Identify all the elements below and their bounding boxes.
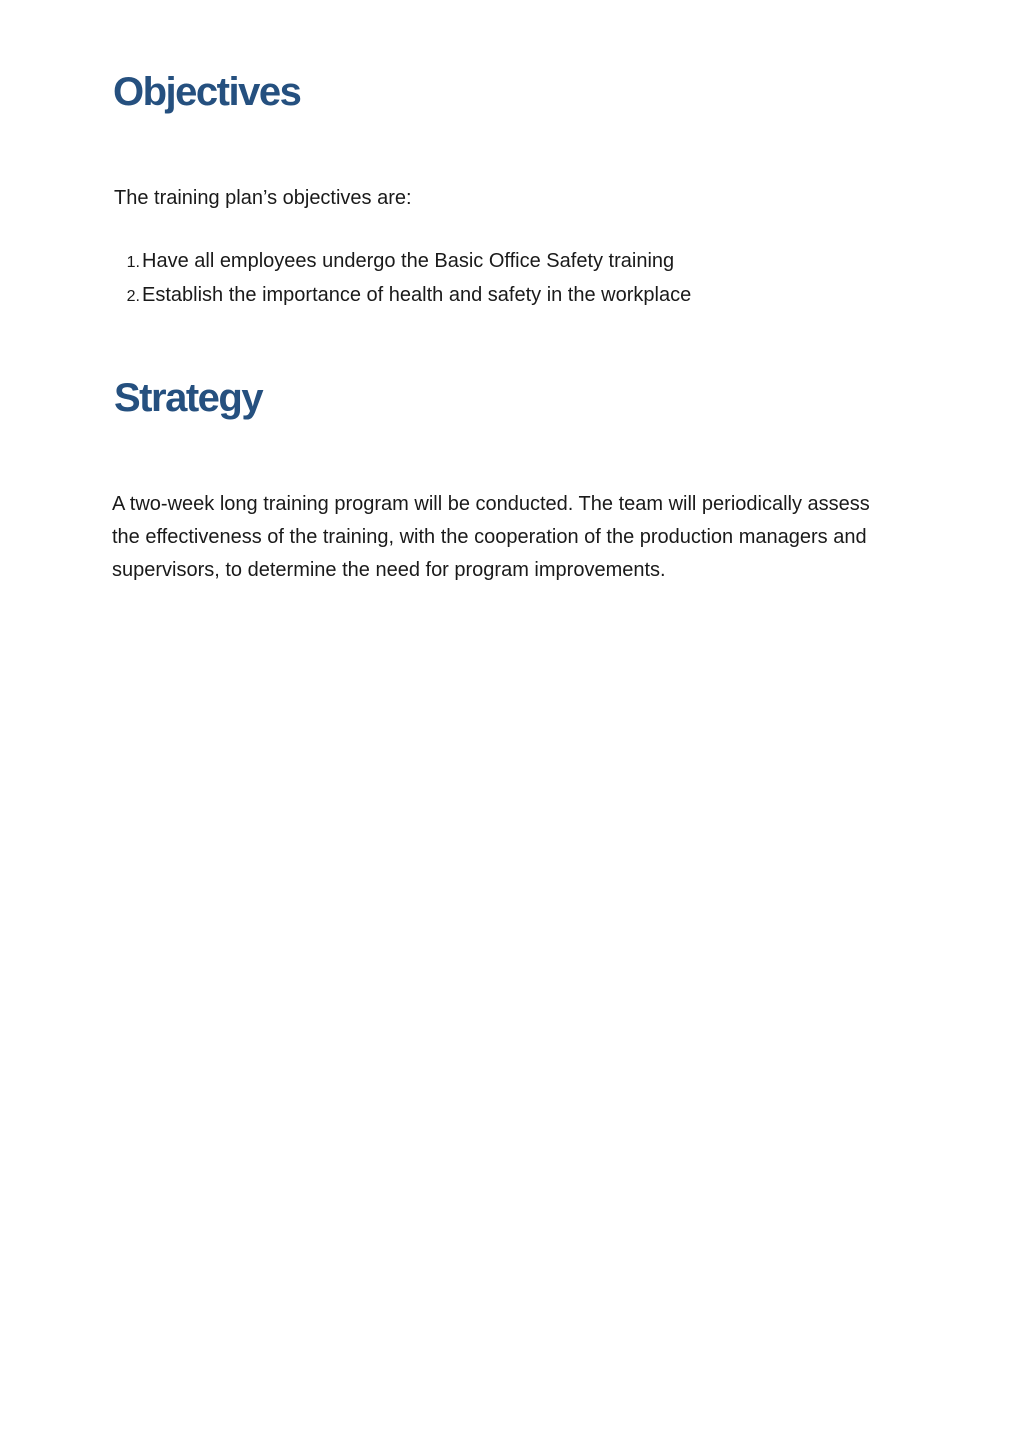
strategy-body: A two-week long training program will be conducted. The team will periodically assess the effectiveness of the training, with the cooperation of the production managers and supervisors, to determine the need for program improvements. xyxy=(112,493,870,581)
objectives-heading: Objectives xyxy=(113,70,301,114)
list-item: 1. Have all employees undergo the Basic Office Safety training xyxy=(126,250,675,272)
objectives-list xyxy=(110,245,691,313)
list-item-text: Have all employees undergo the Basic Office Safety training xyxy=(142,250,675,272)
objectives-intro: The training plan’s objectives are: xyxy=(114,187,412,209)
strategy-heading: Strategy xyxy=(114,376,263,420)
list-item: 2. Establish the importance of health and safety in the workplace xyxy=(126,284,692,306)
list-item-text: Establish the importance of health and safety in the workplace xyxy=(142,284,692,306)
